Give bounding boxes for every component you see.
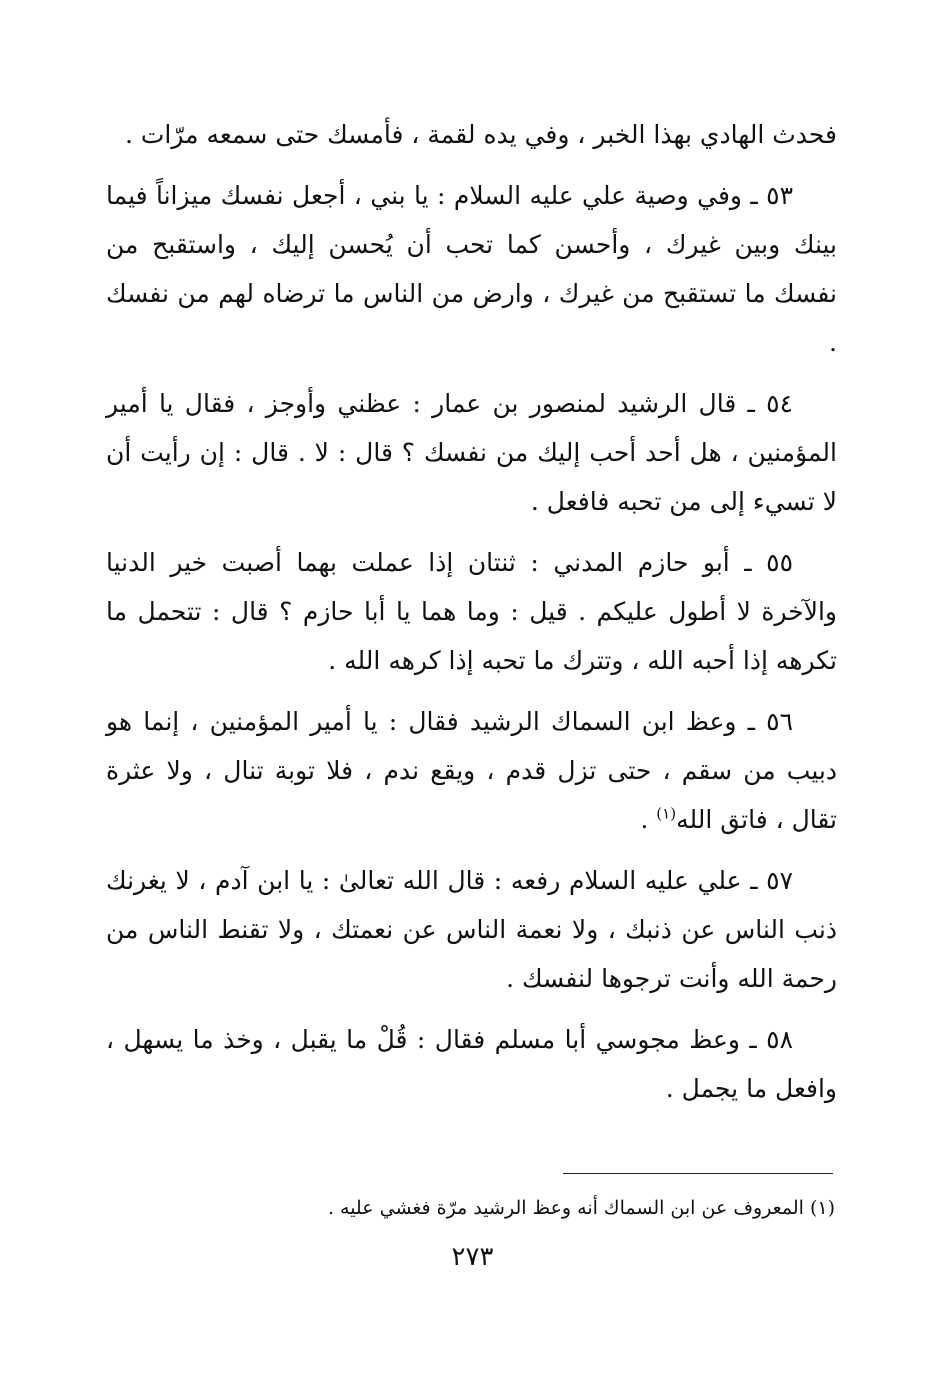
paragraph-57: ٥٧ ـ علي عليه السلام رفعه : قال الله تعالىٰ : يا ابن آدم ، لا يغرنك ذنب الناس عن ذنبك ، ولا نعمة الناس عن نعمتك ، ولا تقنط الناس من رحمة الله وأنت ترجوها لنفسك . bbox=[106, 866, 837, 993]
paragraph-56-text: ٥٦ ـ وعظ ابن السماك الرشيد فقال : يا أمير المؤمنين ، إنما هو دبيب من سقم ، حتى تزل قدم ، ويقع ندم ، فلا توبة تنال ، ولا عثرة تقال ، فاتق الله bbox=[106, 707, 837, 834]
paragraph-54: ٥٤ ـ قال الرشيد لمنصور بن عمار : عظني وأوجز ، فقال يا أمير المؤمنين ، هل أحد أحب إليك من نفسك ؟ قال : لا . قال : إن رأيت أن لا تسيء إلى من تحبه فافعل . bbox=[106, 389, 837, 516]
paragraph-52-continuation: فحدث الهادي بهذا الخبر ، وفي يده لقمة ، فأمسك حتى سمعه مرّات . bbox=[125, 120, 837, 149]
paragraph-56-tail: . bbox=[640, 805, 657, 834]
paragraph-56 bbox=[106, 697, 837, 844]
footnote-reference[interactable]: (١) bbox=[656, 804, 677, 823]
paragraph-55: ٥٥ ـ أبو حازم المدني : ثنتان إذا عملت بهما أصبت خير الدنيا والآخرة لا أطول عليكم . قيل : وما هما يا أبا حازم ؟ قال : تتحمل ما تكرهه إذا أحبه الله ، وتترك ما تحبه إذا كرهه الله . bbox=[106, 548, 837, 675]
footnote: (١) المعروف عن ابن السماك أنه وعظ الرشيد مرّة فغشي عليه . bbox=[327, 1197, 835, 1219]
page-number: ٢٧٣ bbox=[451, 1242, 494, 1272]
main-text bbox=[106, 110, 837, 1125]
paragraph-53: ٥٣ ـ وفي وصية علي عليه السلام : يا بني ، أجعل نفسك ميزاناً فيما بينك وبين غيرك ، وأحسن كما تحب أن يُحسن إليك ، واستقبح من نفسك ما تستقبح من غيرك ، وارض من الناس ما ترضاه لهم من نفسك . bbox=[106, 181, 837, 357]
footnote-divider bbox=[563, 1173, 833, 1174]
paragraph-58: ٥٨ ـ وعظ مجوسي أبا مسلم فقال : قُلْ ما يقبل ، وخذ ما يسهل ، وافعل ما يجمل . bbox=[106, 1025, 837, 1103]
